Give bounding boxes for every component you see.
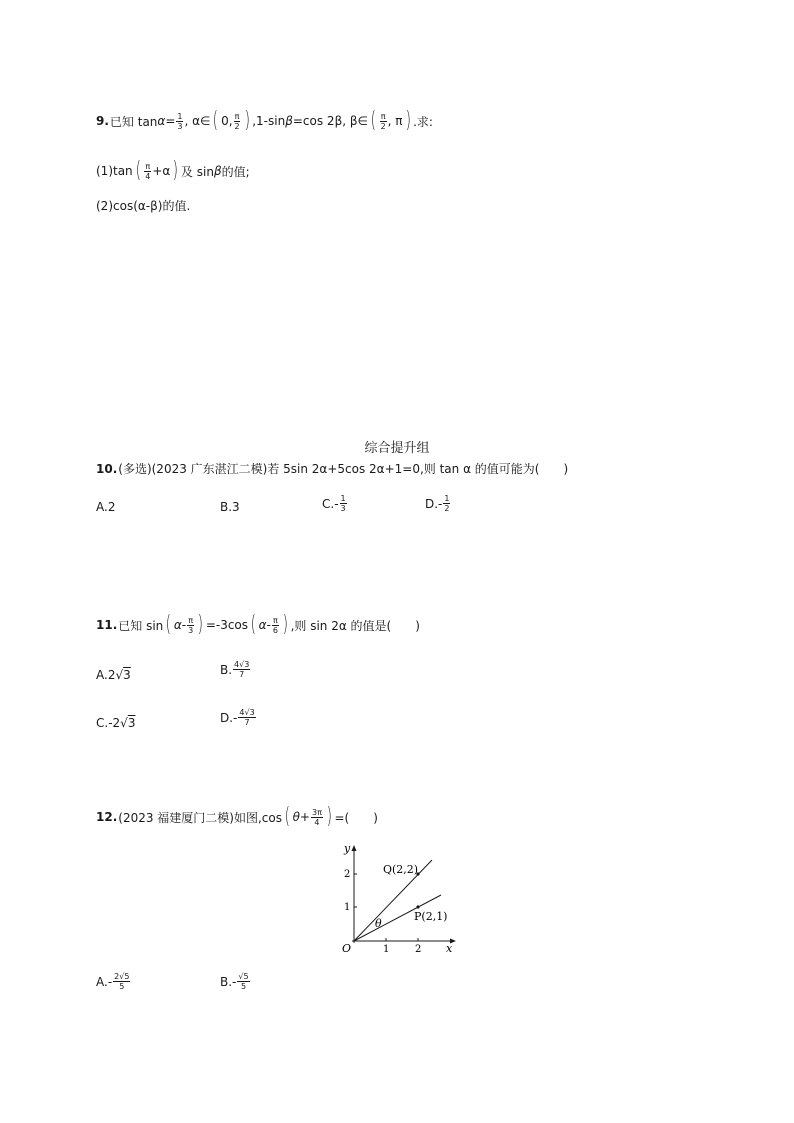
q9-beta: β (285, 114, 293, 128)
tick-y1-label: 1 (344, 902, 351, 913)
q12-option-b[interactable]: B.- $\frac{√5}{5}$ (220, 972, 249, 991)
y-axis-label: y (344, 842, 351, 855)
q11-option-c[interactable]: C.-2 √ 3 (96, 716, 136, 730)
tick-x2-label: 2 (415, 944, 422, 955)
q9-text-1: 已知 tan (109, 114, 158, 129)
point-p (416, 905, 419, 908)
q12-figure (330, 840, 470, 960)
q9-interval-1a: 0, (221, 114, 233, 128)
q10-text: (多选)(2023 广东湛江二模)若 5sin 2α+5cos 2α+1=0,则 tan α 的值可能为( ) (118, 462, 569, 476)
q9-text-5: .求: (413, 114, 433, 129)
q9-part-1: (1)tan ( $\frac{\pi}{4}$ +α ) 及 sin β 的值; (96, 158, 250, 183)
q9-stem: 9. 已知 tan α = $\frac{1}{3}$ , α∈ ( 0, $\frac{\pi}{2}$ ) ,1-sin β =cos 2β, β∈ ( $\frac{\pi}{2}$ , π ) .求: (96, 108, 433, 133)
q10-option-a[interactable]: A.2 (96, 500, 116, 514)
q9-frac-2: $\frac{\pi}{2}$ (234, 111, 240, 131)
q9-text-3: ,1-sin (252, 114, 286, 128)
q9-number: 9. (96, 114, 109, 128)
y-axis-arrow (352, 845, 357, 851)
q12-number: 12. (96, 810, 118, 824)
q10-number: 10. (96, 461, 118, 476)
tick-x1-label: 1 (383, 944, 390, 955)
theta-label: θ (375, 917, 382, 930)
q12-stem: 12. (2023 福建厦门二模)如图,cos ( θ+ $\frac{3\pi}{4}$ ) =( ) (96, 804, 378, 829)
q9-alpha: α (157, 114, 166, 128)
q9-frac-4: $\frac{\pi}{4}$ (145, 161, 151, 181)
tick-y2-label: 2 (344, 869, 351, 880)
x-axis-label: x (446, 942, 453, 955)
q10-option-c[interactable]: C.- $\frac{1}{3}$ (322, 494, 346, 513)
q9-text-4: =cos 2β, β∈ (292, 114, 368, 128)
q11-option-a[interactable]: A.2 √ 3 (96, 668, 131, 682)
point-p-label: P(2,1) (414, 910, 448, 923)
q12-option-a[interactable]: A.- $\frac{2√5}{5}$ (96, 972, 130, 991)
section-title: 综合提升组 (364, 441, 430, 456)
origin-label: O (342, 942, 352, 955)
q9-text-2: , α∈ (184, 114, 211, 128)
point-q-label: Q(2,2) (383, 863, 419, 876)
q9-part-2: (2)cos(α-β)的值. (96, 199, 191, 213)
q9-eq: = (165, 114, 176, 128)
q11-option-b[interactable]: B. $\frac{4√3}{7}$ (220, 660, 250, 679)
q11-option-d[interactable]: D.- $\frac{4√3}{7}$ (220, 708, 255, 727)
q9-frac-1: $\frac{1}{3}$ (177, 111, 183, 131)
q9-frac-3: $\frac{\pi}{2}$ (380, 111, 386, 131)
q11-number: 11. (96, 618, 118, 632)
q10-stem (96, 460, 568, 477)
q9-interval-2b: , π (387, 114, 403, 128)
q11-stem: 11. 已知 sin ( α- $\frac{\pi}{3}$ ) =-3cos ( α- $\frac{\pi}{6}$ ) ,则 sin 2α 的值是( ) (96, 612, 420, 637)
q10-option-b[interactable]: B.3 (220, 500, 240, 514)
q10-option-d[interactable]: D.- $\frac{1}{2}$ (425, 494, 450, 513)
